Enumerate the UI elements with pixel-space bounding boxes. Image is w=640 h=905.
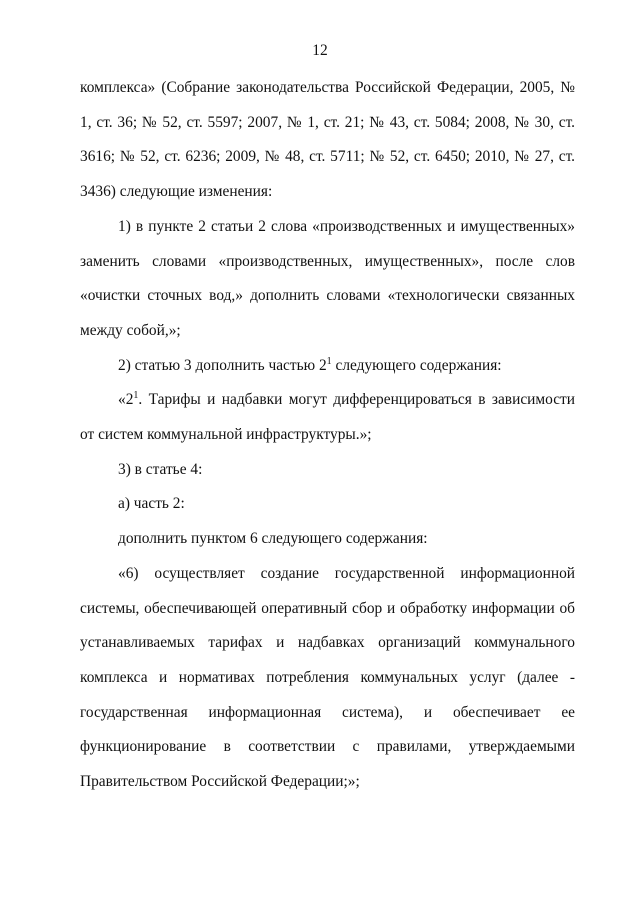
paragraph-item-1: 1) в пункте 2 статьи 2 слова «производственных и имущественных» заменить словами «производственных, имущественных», после слов «очистки сточных вод,» дополнить словами «технологически связанных между собой,»;	[80, 217, 575, 339]
page-number: 12	[312, 42, 328, 59]
paragraph-part-2-1	[80, 383, 575, 452]
paragraph-part-2-1-text: . Тарифы и надбавки могут дифференцироваться в зависимости от систем коммунальной инфраструктуры.»;	[80, 391, 575, 444]
paragraph-item-2-text: 2) статью 3 дополнить частью 2	[118, 356, 327, 374]
paragraph-add-point-6: дополнить пунктом 6 следующего содержания:	[118, 530, 428, 548]
document-body	[80, 71, 575, 800]
paragraph-item-2	[80, 349, 575, 384]
paragraph-subitem-a: а) часть 2:	[118, 495, 185, 513]
paragraph-item-3: 3) в статье 4:	[118, 460, 203, 478]
paragraph-law-references: комплекса» (Собрание законодательства Российской Федерации, 2005, № 1, ст. 36; № 52, ст. 5597; 2007, № 1, ст. 21; № 43, ст. 5084; 2008, № 30, ст. 3616; № 52, ст. 6236; 2009, № 48, ст. 5711; № 52, ст. 6450; 2010, № 27, ст. 3436) следующие изменения:	[80, 79, 575, 201]
paragraph-point-6: «6) осуществляет создание государственной информационной системы, обеспечивающей оперативный сбор и обработку информации об устанавливаемых тарифах и надбавках организаций коммунального комплекса и нормативах потребления коммунальных услуг (далее - государственная информационная система), и обеспечивает ее функционирование в соответствии с правилами, утверждаемыми Правительством Российской Федерации;»;	[80, 564, 575, 791]
superscript-1: 1	[326, 355, 332, 367]
superscript-1: 1	[133, 390, 139, 402]
paragraph-item-2-text-end: следующего содержания:	[331, 356, 502, 374]
paragraph-part-2-1-start: «2	[118, 391, 134, 409]
